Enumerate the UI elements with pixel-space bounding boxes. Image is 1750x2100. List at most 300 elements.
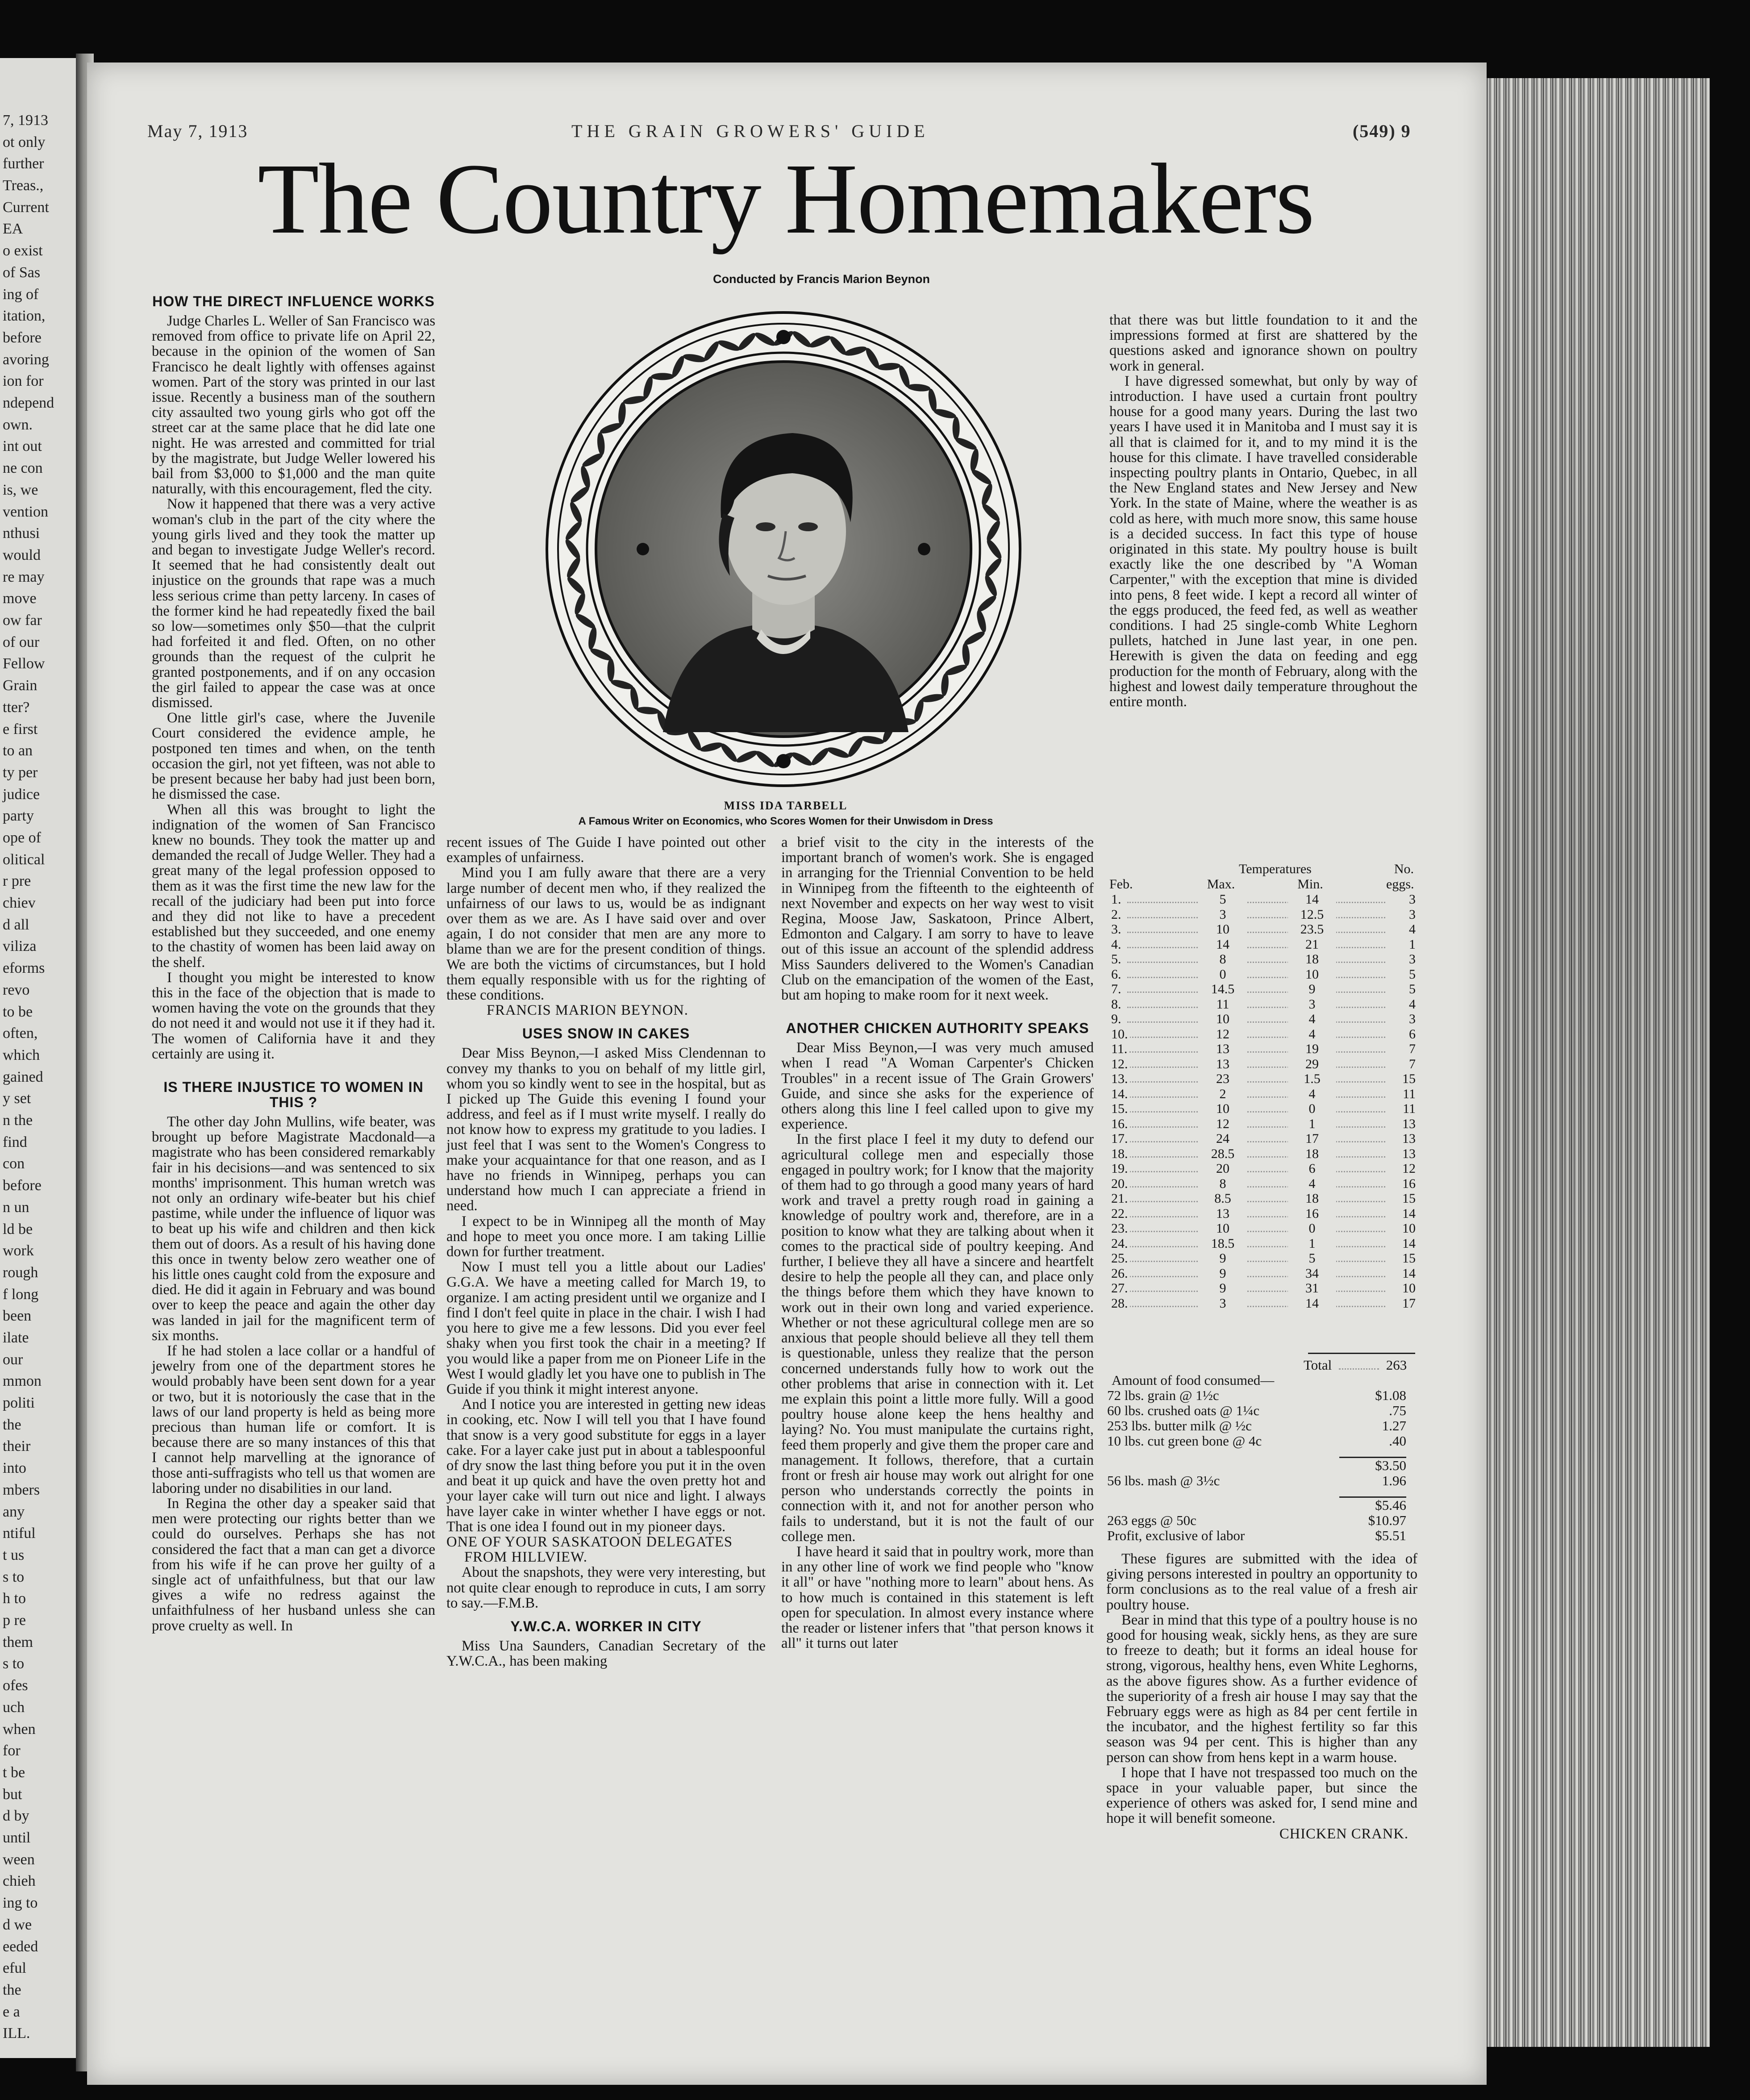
table-cell-day: 24.: [1109, 1236, 1130, 1251]
table-cell-max: 5: [1199, 892, 1247, 907]
previous-page-fragment: n the: [3, 1112, 33, 1129]
table-cell-eggs: 1: [1386, 937, 1417, 952]
ledger-subtotal: $5.46: [1375, 1497, 1406, 1513]
table-cell-min: 4: [1288, 1027, 1336, 1042]
table-cell-day: 17.: [1109, 1131, 1130, 1146]
previous-page-fragment: politi: [3, 1395, 35, 1411]
previous-page-fragment: ween: [3, 1851, 35, 1868]
ledger-item-amount: .40: [1389, 1433, 1406, 1449]
previous-page-fragment: of our: [3, 634, 40, 650]
previous-page-fragment: work: [3, 1242, 34, 1259]
table-cell-day: 11.: [1109, 1042, 1129, 1057]
previous-page-fragment: them: [3, 1634, 33, 1650]
previous-page-fragment: the: [3, 1417, 21, 1433]
previous-page-fragment: d all: [3, 917, 29, 933]
previous-page-fragment: own.: [3, 417, 33, 433]
column-4: [1109, 312, 1417, 709]
article-heading-ywca: Y.W.C.A. WORKER IN CITY: [510, 1618, 702, 1634]
column-2: [446, 835, 766, 1669]
table-cell-eggs: 15: [1386, 1251, 1417, 1266]
ledger-profit-label: Profit, exclusive of labor: [1107, 1528, 1245, 1543]
page-masthead-title: The Country Homemakers: [257, 143, 1314, 254]
table-cell-min: 12.5: [1288, 907, 1336, 922]
portrait-caption-description: A Famous Writer on Economics, who Scores Women for their Unwisdom in Dress: [578, 815, 993, 827]
table-group-header: Temperatures: [1239, 862, 1312, 876]
article-heading-direct-influence: HOW THE DIRECT INFLUENCE WORKS: [152, 293, 435, 309]
table-cell-min: 29: [1288, 1057, 1336, 1072]
previous-page-fragment: chieh: [3, 1873, 36, 1889]
previous-page-fragment: often,: [3, 1025, 38, 1042]
table-cell-max: 20: [1199, 1161, 1247, 1176]
table-cell-day: 2.: [1109, 907, 1123, 922]
portrait-image: [542, 308, 1025, 790]
previous-page-fragment: t us: [3, 1547, 25, 1563]
previous-page-fragment: d by: [3, 1808, 29, 1824]
previous-page-fragment: revo: [3, 982, 30, 998]
table-total-value: 263: [1386, 1357, 1407, 1373]
article-paragraph: I hope that I have not trespassed too much on the space in your valuable paper, but since the experience of others was asked for, I send mine and hope it will benefit someone.: [1106, 1764, 1417, 1827]
table-row: [1109, 1146, 1417, 1162]
table-row: [1109, 1266, 1417, 1281]
table-row: [1109, 1117, 1417, 1132]
table-cell-day: 8.: [1109, 997, 1123, 1012]
table-cell-eggs: 5: [1386, 982, 1417, 997]
article-paragraph: Now I must tell you a little about our Ladies' G.G.A. We have a meeting called for March 19, to organize. I am acting president until we organize and I find I don't feel quite in place in the chair. I wish I had you here to give me a few lessons. Did you ever feel shaky when you first took the chair in a meeting? If you would like a paper from me on Pioneer Life in the West I would gladly let you have one to publish in The Guide if you think it might interest anyone.: [446, 1259, 766, 1397]
table-cell-min: 9: [1288, 982, 1336, 997]
ledger-item-amount: 1.27: [1382, 1418, 1406, 1433]
previous-page-fragment: to be: [3, 1004, 33, 1020]
table-row: [1109, 952, 1417, 967]
table-cell-min: 21: [1288, 937, 1336, 952]
table-row: [1109, 1251, 1417, 1266]
table-cell-min: 6: [1288, 1161, 1336, 1176]
ledger-eggs-amount: $10.97: [1368, 1512, 1406, 1528]
previous-page-fragment: gained: [3, 1069, 43, 1085]
article-paragraph: In Regina the other day a speaker said that men were protecting our rights better than we could do ourselves. Perhaps she has not considered the fact that a man can get a divorce from his wife if he can prove her guilty of a single act of unfaithfulness, but that our law gives a wife no redress against the unfaithfulness of her husband unless she can prove cruelty as well. In: [152, 1496, 435, 1634]
table-row: [1109, 1042, 1417, 1057]
table-cell-eggs: 15: [1386, 1191, 1417, 1206]
table-row: [1109, 1087, 1417, 1102]
table-row: [1109, 1191, 1417, 1206]
table-cell-max: 3: [1199, 907, 1247, 922]
table-cell-day: 21.: [1109, 1191, 1130, 1206]
table-cell-eggs: 3: [1386, 907, 1417, 922]
article-paragraph: One little girl's case, where the Juvenile Court considered the evidence ample, he postponed ten times and when, on the tenth occasion the girl, not yet fifteen, was not able to be present because her baby had just been born, he dismissed the case.: [152, 710, 435, 803]
ledger-profit-amount: $5.51: [1375, 1528, 1406, 1543]
previous-page-fragment: of Sas: [3, 264, 41, 281]
article-paragraph: When all this was brought to light the indignation of the women of San Francisco knew no bounds. They took the matter up and demanded the recall of Judge Weller. They had a great many of the legal profession opposed to them as it was the first time the new law for the recall of the judiciary had been put into force and they did not like to have a precedent established but they succeeded, and one enemy to the chastity of women has been laid away on the shelf.: [152, 801, 435, 971]
table-cell-day: 10.: [1109, 1027, 1130, 1042]
column-4-continued: [1106, 1551, 1417, 1842]
table-cell-day: 23.: [1109, 1221, 1130, 1236]
table-cell-day: 15.: [1109, 1101, 1130, 1117]
previous-page-fragment: further: [3, 155, 44, 172]
table-row: [1109, 1281, 1417, 1296]
table-cell-eggs: 6: [1386, 1027, 1417, 1042]
table-cell-min: 34: [1288, 1266, 1336, 1281]
column-3: [781, 835, 1094, 1651]
table-cell-eggs: 15: [1386, 1071, 1417, 1087]
previous-page-fragment: avoring: [3, 351, 49, 368]
table-cell-min: 1: [1288, 1236, 1336, 1251]
table-cell-min: 0: [1288, 1221, 1336, 1236]
laurel-leaf: [607, 658, 614, 682]
signature: FRANCIS MARION BEYNON.: [487, 1002, 688, 1019]
table-cell-min: 17: [1288, 1131, 1336, 1146]
article-paragraph: I expect to be in Winnipeg all the month of May and hope to meet you once more. I am taking Lillie down for further treatment.: [446, 1213, 766, 1260]
previous-page-fragment: the: [3, 1982, 21, 1998]
previous-page-fragment: before: [3, 329, 42, 346]
table-cell-day: 25.: [1109, 1251, 1130, 1266]
article-heading-chicken-authority: ANOTHER CHICKEN AUTHORITY SPEAKS: [786, 1020, 1089, 1037]
article-paragraph: Bear in mind that this type of a poultry house is no good for housing weak, sickly hens, as they are sure to freeze to death; but it forms an ideal house for strong, vigorous, healthy hens, even White Leghorns, as the above figures show. As a further evidence of the superiority of a fresh air house I may say that the February eggs were as high as 84 per cent fertile in the incubator, and the highest fertility so far this season was 94 per cent. This is higher than any person can show from hens kept in a warm house.: [1106, 1612, 1417, 1766]
table-cell-eggs: 7: [1386, 1042, 1417, 1057]
signature: CHICKEN CRANK.: [1279, 1825, 1408, 1842]
table-cell-max: 13: [1199, 1042, 1247, 1057]
table-cell-day: 4.: [1109, 937, 1123, 952]
table-row: [1109, 937, 1417, 952]
previous-page-fragment: move: [3, 590, 37, 607]
portrait-caption-name: MISS IDA TARBELL: [724, 799, 848, 812]
previous-page-fragment: t be: [3, 1764, 25, 1781]
previous-page-fragment: Grain: [3, 677, 38, 694]
laurel-leaf: [651, 373, 674, 380]
table-cell-eggs: 13: [1386, 1117, 1417, 1132]
table-row: [1109, 1296, 1417, 1311]
previous-page-fragment: ion for: [3, 373, 44, 389]
table-cell-min: 18: [1288, 1191, 1336, 1206]
previous-page-fragment: ndepend: [3, 395, 54, 411]
previous-page-fragment: olitical: [3, 851, 45, 868]
article-paragraph: a brief visit to the city in the interests of the important branch of women's work. She is engaged in arranging for the Triennial Convention to be held in Winnipeg from the fifteenth to the eighteenth of next November and expects on her way west to visit Regina, Moose Jaw, Saskatoon, Prince Albert, Edmonton and Calgary. I am sorry to have to leave out of this issue an account of the splendid address Miss Saunders delivered to the Women's Canadian Club on the emancipation of the women of the East, but am hoping to make room for it next week.: [781, 834, 1094, 1004]
previous-page-fragment: n un: [3, 1199, 29, 1216]
table-cell-min: 3: [1288, 997, 1336, 1012]
table-cell-eggs: 16: [1386, 1176, 1417, 1192]
table-cell-day: 7.: [1109, 982, 1123, 997]
previous-page-fragment: eeded: [3, 1938, 38, 1955]
table-cell-min: 14: [1288, 892, 1336, 907]
table-row: [1109, 1161, 1417, 1176]
table-cell-min: 4: [1288, 1087, 1336, 1102]
previous-page-fragment: chiev: [3, 895, 36, 911]
table-cell-day: 13.: [1109, 1071, 1130, 1087]
table-cell-min: 4: [1288, 1012, 1336, 1027]
previous-page-fragment: been: [3, 1308, 32, 1324]
previous-page-fragment: 7, 1913: [3, 112, 48, 129]
table-cell-max: 18.5: [1199, 1236, 1247, 1251]
previous-page-fragment: their: [3, 1438, 31, 1454]
table-cell-eggs: 10: [1386, 1281, 1417, 1296]
table-header-min: Min.: [1297, 877, 1323, 892]
table-cell-max: 24: [1199, 1131, 1247, 1146]
table-row: [1109, 922, 1417, 937]
table-cell-max: 13: [1199, 1206, 1247, 1221]
previous-page-fragment: tter?: [3, 699, 30, 716]
table-cell-eggs: 3: [1386, 892, 1417, 907]
table-cell-max: 11: [1199, 997, 1247, 1012]
table-cell-min: 10: [1288, 967, 1336, 982]
ledger-item-label: 60 lbs. crushed oats @ 1¼c: [1107, 1403, 1260, 1418]
table-header-max: Max.: [1207, 877, 1235, 892]
table-row: [1109, 1101, 1417, 1117]
previous-page-fragment: is, we: [3, 482, 38, 498]
article-paragraph: Dear Miss Beynon,—I asked Miss Clendennan to convey my thanks to you on behalf of my little girl, whom you so kindly went to see in the hospital, but as I picked up The Guide this evening I found your address, and feel as if I must write myself. I really do not know how to express my gratitude to you ladies. I just feel that I was sent to the Women's Congress to make your acquaintance for that one reason, and as I have no friends in Winnipeg, perhaps you can understand how much I can appreciate a friend in need.: [446, 1045, 766, 1214]
masthead-byline: Conducted by Francis Marion Beynon: [712, 272, 930, 286]
table-cell-eggs: 4: [1386, 997, 1417, 1012]
article-paragraph: recent issues of The Guide I have pointed out other examples of unfairness.: [446, 834, 766, 866]
running-header-page-number: (549) 9: [1353, 121, 1411, 141]
previous-page-fragment: for: [3, 1742, 21, 1759]
previous-page-fragment: which: [3, 1047, 40, 1063]
table-cell-min: 1: [1288, 1117, 1336, 1132]
previous-page-fragment: eful: [3, 1960, 26, 1976]
table-header-feb: Feb.: [1109, 877, 1133, 892]
table-cell-eggs: 11: [1386, 1101, 1417, 1117]
previous-page-fragment: but: [3, 1786, 22, 1803]
table-cell-day: 12.: [1109, 1057, 1130, 1072]
ledger-mash-amount: 1.96: [1382, 1473, 1406, 1488]
previous-page-fragment: ne con: [3, 460, 43, 476]
previous-page-fragment: ty per: [3, 764, 38, 781]
table-row: [1109, 967, 1417, 982]
table-row: [1109, 1236, 1417, 1251]
table-cell-day: 19.: [1109, 1161, 1130, 1176]
table-cell-max: 13: [1199, 1057, 1247, 1072]
table-cell-max: 12: [1199, 1117, 1247, 1132]
previous-page-fragment: itation,: [3, 308, 46, 324]
previous-page-fragment: when: [3, 1721, 36, 1738]
table-cell-day: 6.: [1109, 967, 1123, 982]
table-cell-eggs: 13: [1386, 1146, 1417, 1162]
previous-page-fragment: s to: [3, 1655, 25, 1672]
table-cell-day: 27.: [1109, 1281, 1130, 1296]
table-cell-max: 10: [1199, 1101, 1247, 1117]
table-row: [1109, 982, 1417, 997]
table-total: [1304, 1357, 1407, 1373]
table-cell-eggs: 7: [1386, 1057, 1417, 1072]
total-rule: [1308, 1353, 1415, 1354]
food-ledger: [1107, 1373, 1420, 1543]
previous-page-fragment: before: [3, 1177, 42, 1194]
table-cell-max: 10: [1199, 1012, 1247, 1027]
article-heading-snow-cakes: USES SNOW IN CAKES: [522, 1025, 690, 1042]
article-paragraph: The other day John Mullins, wife beater, was brought up before Magistrate Macdonald—a magistrate who has been considered remarkably fair in his decisions—and was sentenced to six months' imprisonment. This human wretch was not only an ordinary wife-beater but his chief pastime, while under the influence of liquor was to beat up his wife and children and then kick them out of doors. As a result of his having done this once in twenty below zero weather one of his little ones caught cold from the exposure and died. He did it again in February and was bound over to keep the peace and again the other day was landed in jail for the magnificent term of six months.: [152, 1113, 435, 1344]
previous-page-fragment: viliza: [3, 938, 37, 954]
previous-page-fragment: ot only: [3, 134, 46, 150]
table-cell-eggs: 17: [1386, 1296, 1417, 1311]
article-paragraph: that there was but little foundation to it and the impressions formed at first are shattered by the questions asked and ignorance shown on poultry work in general.: [1109, 312, 1417, 374]
table-cell-max: 2: [1199, 1087, 1247, 1102]
previous-page-strip: [0, 58, 76, 2058]
table-cell-day: 1.: [1109, 892, 1123, 907]
table-cell-eggs: 14: [1386, 1236, 1417, 1251]
table-cell-min: 1.5: [1288, 1071, 1336, 1087]
previous-page-fragment: Fellow: [3, 655, 45, 672]
table-header-eggs: eggs.: [1386, 877, 1414, 892]
article-paragraph: I have digressed somewhat, but only by way of introduction. I have used a curtain front poultry house for a good many years. During the last two years I have used it in Manitoba and I must say it is all that is claimed for it, and to my mind it is the house for this climate. I have travelled considerable inspecting poultry plants in Ontario, Quebec, in all the New England states and New Jersey and New York. In the state of Maine, where the weather is as cold as here, with much more snow, this same house is a decided success. In fact this type of house originated in this state. My poultry house is built exactly like the one described by "A Woman Carpenter," with the exception that mine is divided into pens, 8 feet wide. I kept a record all winter of the eggs produced, the feed fed, as well as weather conditions. I had 25 single-comb White Leghorn pullets, hatched in June last year, in one pen. Herewith is given the data on feeding and egg production for the month of February, along with the highest and lowest daily temperature throughout the entire month.: [1109, 373, 1417, 710]
article-paragraph: I have heard it said that in poultry work, more than in any other line of work we find people who "know it all" or have "nothing more to learn" about hens. As to how much is contained in this statement is left open for speculation. In almost every instance where the reader or listener infers that "that person knows it all" it turns out later: [781, 1543, 1094, 1652]
article-paragraph: Dear Miss Beynon,—I was very much amused when I read "A Woman Carpenter's Chicken Troubles" in a recent issue of The Grain Growers' Guide, and since she asks for the experience of others along this line I feel called upon to give my experience.: [781, 1040, 1094, 1133]
previous-page-fragment: would: [3, 547, 41, 563]
previous-page-fragment: uch: [3, 1699, 25, 1716]
previous-page-fragment: mmon: [3, 1373, 42, 1389]
article-paragraph: Miss Una Saunders, Canadian Secretary of the Y.W.C.A., has been making: [446, 1638, 766, 1670]
previous-page-fragment: d we: [3, 1917, 32, 1933]
table-cell-max: 8: [1199, 1176, 1247, 1192]
table-cell-eggs: 12: [1386, 1161, 1417, 1176]
ledger-item-amount: .75: [1389, 1403, 1406, 1418]
table-cell-max: 12: [1199, 1027, 1247, 1042]
ledger-subtotal: $3.50: [1375, 1458, 1406, 1473]
previous-page-fragment: s to: [3, 1569, 25, 1585]
previous-page-fragment: mbers: [3, 1482, 40, 1498]
table-cell-day: 3.: [1109, 922, 1123, 937]
previous-page-fragment: rough: [3, 1264, 38, 1281]
table-cell-day: 28.: [1109, 1296, 1130, 1311]
previous-page-fragment: ing to: [3, 1895, 38, 1911]
previous-page-fragment: re may: [3, 569, 45, 585]
table-cell-eggs: 3: [1386, 952, 1417, 967]
table-cell-eggs: 14: [1386, 1206, 1417, 1221]
previous-page-fragment: int out: [3, 438, 42, 454]
table-cell-max: 0: [1199, 967, 1247, 982]
ledger-item-label: 253 lbs. butter milk @ ½c: [1107, 1418, 1252, 1433]
table-cell-min: 0: [1288, 1101, 1336, 1117]
running-header-date: May 7, 1913: [147, 121, 248, 141]
previous-page-fragment: judice: [3, 786, 40, 803]
table-cell-max: 10: [1199, 1221, 1247, 1236]
previous-page-fragment: ilate: [3, 1329, 29, 1346]
article-paragraph: Mind you I am fully aware that there are a very large number of decent men who, if they realized the unfairness of our laws to us, would be as indignant over them as we are. As I have said over and over again, I do not consider that men are any more to blame than we are for the present condition of things. We are both the victims of circumstances, but I hold them equally responsible with us for the righting of these conditions.: [446, 865, 766, 1004]
table-cell-max: 9: [1199, 1251, 1247, 1266]
previous-page-fragment: h to: [3, 1590, 26, 1607]
table-row: [1109, 1206, 1417, 1221]
article-paragraph: About the snapshots, they were very interesting, but not quite clear enough to reproduce in cuts, I am sorry to say.—F.M.B.: [446, 1564, 766, 1611]
previous-page-fragment: o exist: [3, 242, 43, 259]
table-row: [1109, 1176, 1417, 1192]
table-cell-day: 5.: [1109, 952, 1123, 967]
table-cell-max: 3: [1199, 1296, 1247, 1311]
previous-page-fragment: to an: [3, 742, 33, 759]
table-cell-min: 16: [1288, 1206, 1336, 1221]
table-row: [1109, 1027, 1417, 1042]
table-cell-eggs: 13: [1386, 1131, 1417, 1146]
table-cell-eggs: 11: [1386, 1087, 1417, 1102]
previous-page-fragment: y set: [3, 1090, 31, 1107]
article-paragraph: In the first place I feel it my duty to defend our agricultural college men and especially those engaged in poultry work; for I know that the majority of them had to go through a good many years of hard work and travel a pretty rough road in gaining a knowledge of poultry work and, therefore, are in a position to know what they are talking about when it comes to the practical side of poultry keeping. And further, I believe they all have a sincere and heartfelt desire to help the people all they can, and place only the things before them which they have known to work out in their own long and varied experience. Whether or not these agricultural college men are so anxious that people should believe all they tell them is questionable, unless they realize that the person concerned understands fully how to work out the other problems that arise in connection with it. Let me explain this point a little more fully. Will a good poultry house alone keep the hens healthy and laying? No. You must manipulate the curtains right, feed them properly and give them the proper care and management. It follows, therefore, that a curtain front or fresh air house may work out alright for one person who understands correctly the points in connection with it, and not for another person who fails to understand, but it is not the fault of our college men.: [781, 1131, 1094, 1545]
table-cell-max: 23: [1199, 1071, 1247, 1087]
table-cell-max: 14: [1199, 937, 1247, 952]
table-cell-max: 9: [1199, 1266, 1247, 1281]
table-cell-max: 28.5: [1199, 1146, 1247, 1162]
ledger-item-label: 10 lbs. cut green bone @ 4c: [1107, 1433, 1262, 1449]
previous-page-fragment: ope of: [3, 829, 41, 846]
table-cell-day: 14.: [1109, 1087, 1130, 1102]
table-row: [1109, 892, 1417, 907]
table-cell-min: 23.5: [1288, 922, 1336, 937]
previous-page-fragment: ing of: [3, 286, 39, 303]
laurel-leaf: [953, 417, 960, 440]
previous-page-fragment: ow far: [3, 612, 42, 629]
table-cell-day: 20.: [1109, 1176, 1130, 1192]
article-paragraph: And I notice you are interested in getting new ideas in cooking, etc. Now I will tell you that I have found that snow is a very good substitute for eggs in a layer cake. For a layer cake just put in about a tablespoonful of dry snow the last thing before you put it in the oven and beat it up quick and have the oven pretty hot and your layer cake will turn out nice and light. I always have layer cake in winter whether I have eggs or not. That is one idea I found out in my pioneer days.: [446, 1396, 766, 1535]
table-cell-eggs: 4: [1386, 922, 1417, 937]
table-cell-day: 9.: [1109, 1012, 1123, 1027]
previous-page-fragment: ILL.: [3, 2025, 30, 2042]
ledger-heading: Amount of food consumed—: [1112, 1372, 1275, 1388]
ledger-eggs-label: 263 eggs @ 50c: [1107, 1512, 1196, 1528]
signature: ONE OF YOUR SASKATOON DELEGATES FROM HILLVIEW.: [446, 1533, 733, 1566]
table-cell-eggs: 14: [1386, 1266, 1417, 1281]
previous-page-fragment: our: [3, 1351, 23, 1368]
article-paragraph: I thought you might be interested to know this in the face of the objection that is made to women having the vote on the grounds that they do not need it and would not use it if they had it. The women of California have it and they certainly are using it.: [152, 969, 435, 1062]
table-cell-day: 22.: [1109, 1206, 1130, 1221]
table-cell-day: 26.: [1109, 1266, 1130, 1281]
table-cell-max: 10: [1199, 922, 1247, 937]
table-cell-min: 18: [1288, 1146, 1336, 1162]
table-cell-min: 19: [1288, 1042, 1336, 1057]
previous-page-fragment: f long: [3, 1286, 39, 1303]
table-cell-max: 8: [1199, 952, 1247, 967]
table-total-label: Total: [1304, 1357, 1332, 1373]
previous-page-fragment: nthusi: [3, 525, 40, 542]
article-heading-injustice: IS THERE INJUSTICE TO WOMEN IN THIS ?: [163, 1079, 424, 1110]
table-header-no: No.: [1394, 862, 1414, 876]
previous-page-fragment: p re: [3, 1612, 26, 1629]
table-cell-min: 31: [1288, 1281, 1336, 1296]
previous-page-fragment: ntiful: [3, 1525, 36, 1542]
article-paragraph: These figures are submitted with the idea of giving persons interested in poultry an opportunity to form conclusions as to the real value of a fresh air poultry house.: [1106, 1551, 1417, 1613]
table-cell-min: 4: [1288, 1176, 1336, 1192]
previous-page-fragment: find: [3, 1134, 27, 1150]
table-cell-eggs: 5: [1386, 967, 1417, 982]
table-row: [1109, 1131, 1417, 1146]
ledger-item-label: 72 lbs. grain @ 1½c: [1107, 1388, 1219, 1403]
previous-page-fragment: e a: [3, 2004, 20, 2020]
running-header-publication: THE GRAIN GROWERS' GUIDE: [571, 121, 929, 141]
column-1: [152, 286, 435, 1633]
previous-page-fragment: vention: [3, 504, 48, 520]
table-cell-eggs: 10: [1386, 1221, 1417, 1236]
article-paragraph: Now it happened that there was a very active woman's club in the part of the city where the young girls lived and they took the matter up and began to investigate Judge Weller's record. It seemed that he had consistently dealt out injustice on the grounds that rape was a much less serious crime than petty larceny. In cases of the former kind he had repeatedly fixed the bail so low—sometimes only $50—that the culprit had forfeited it and fled. Often, on no other grounds than the request of the culprit he granted postponements, and if on any occasion the girl failed to appear the case was at once dismissed.: [152, 496, 435, 711]
previous-page-fragment: party: [3, 808, 34, 824]
table-cell-min: 5: [1288, 1251, 1336, 1266]
portrait-frame: [542, 308, 1025, 790]
temperature-egg-table: [1109, 862, 1417, 1311]
previous-page-fragment: Current: [3, 199, 49, 216]
table-cell-max: 8.5: [1199, 1191, 1247, 1206]
table-row: [1109, 997, 1417, 1012]
table-cell-max: 9: [1199, 1281, 1247, 1296]
previous-page-fragment: EA: [3, 221, 23, 237]
article-paragraph: Judge Charles L. Weller of San Francisco was removed from office to private life on April 22, because in the opinion of the women of San Francisco he dealt lightly with offenses against women. Part of the story was printed in our last issue. Recently a business man of the southern city assaulted two young girls who got off the street car at the same place that he did late one night. He was arrested and committed for trial by the magistrate, but Judge Weller lowered his bail from $3,000 to $1,000 and the man quite naturally, with this encouragement, fled the city.: [152, 313, 435, 497]
previous-page-fragment: Treas.,: [3, 177, 44, 194]
previous-page-fragment: con: [3, 1155, 25, 1172]
table-row: [1109, 1057, 1417, 1072]
previous-page-fragment: ofes: [3, 1677, 28, 1694]
table-row: [1109, 1071, 1417, 1087]
table-cell-min: 14: [1288, 1296, 1336, 1311]
previous-page-fragment: eforms: [3, 960, 45, 976]
article-paragraph: If he had stolen a lace collar or a handful of jewelry from one of the department stores he would probably have been sent down for a year or two, but it is notoriously the case that in the laws of our land property is held as being more precious than human life or comfort. It is because there are so many instances of this that I cannot help marvelling at the ignorance of those anti-suffragists who tell us that women are laboring under no disabilities in our land.: [152, 1343, 435, 1496]
ledger-item-amount: $1.08: [1375, 1388, 1406, 1403]
book-page-edges: [1482, 78, 1710, 2047]
table-row: [1109, 1012, 1417, 1027]
table-cell-eggs: 3: [1386, 1012, 1417, 1027]
previous-page-fragment: until: [3, 1829, 31, 1846]
table-cell-day: 16.: [1109, 1117, 1130, 1132]
previous-page-fragment: any: [3, 1504, 25, 1520]
